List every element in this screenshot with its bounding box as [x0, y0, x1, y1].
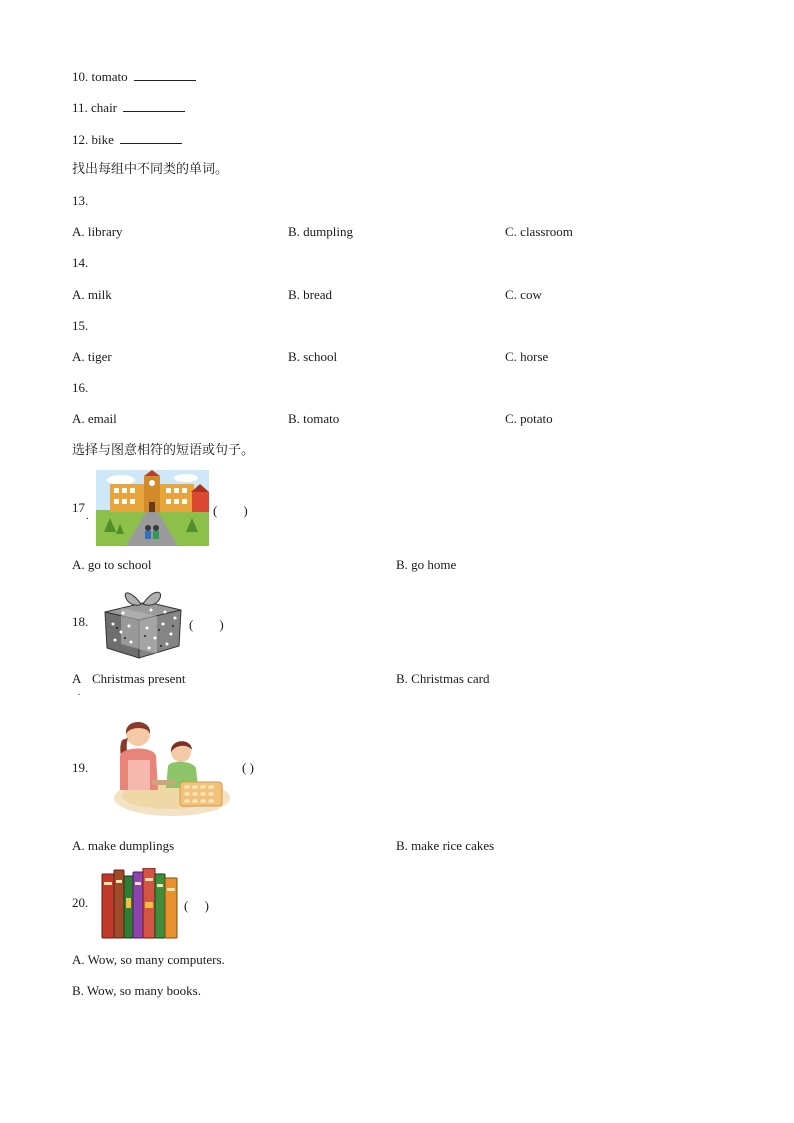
option-a[interactable]: A. email [72, 411, 117, 426]
books-icon [101, 868, 179, 940]
option-a[interactable]: A. Wow, so many computers. [72, 952, 225, 967]
answer-parentheses[interactable]: ( ) [213, 503, 248, 518]
option-c[interactable]: C. classroom [505, 224, 573, 239]
option-a[interactable]: A. milk [72, 287, 112, 302]
option-c[interactable]: C. horse [505, 349, 549, 364]
question-number: 11. [72, 100, 88, 115]
question-word: bike [91, 132, 114, 147]
option-a[interactable]: A. library [72, 224, 123, 239]
making-dumplings-icon [108, 716, 232, 818]
question-word: tomato [91, 69, 128, 84]
option-a[interactable]: A. tiger [72, 349, 112, 364]
question-number: 10. [72, 69, 89, 84]
gift-box-icon [101, 586, 185, 660]
option-b[interactable]: B. make rice cakes [396, 838, 495, 853]
question-number: 13. [72, 193, 89, 208]
option-a-text[interactable]: Christmas present [92, 671, 186, 686]
question-number: 19. [72, 760, 89, 775]
option-a-letter[interactable]: A [72, 671, 82, 686]
stray-dot: . [86, 510, 89, 522]
option-a[interactable]: A. make dumplings [72, 838, 175, 853]
answer-parentheses[interactable]: ( ) [189, 617, 224, 632]
question-number: 14. [72, 255, 89, 270]
option-b[interactable]: B. school [288, 349, 338, 364]
question-number: 18. [72, 614, 89, 629]
option-b[interactable]: B. go home [396, 557, 457, 572]
option-c[interactable]: C. potato [505, 411, 553, 426]
option-a[interactable]: A. go to school [72, 557, 152, 572]
section-instruction: 找出每组中不同类的单词。 [72, 162, 229, 177]
option-b[interactable]: B. dumpling [288, 224, 354, 239]
question-number: 17 [72, 500, 85, 515]
question-11 [72, 99, 185, 116]
section-instruction: 选择与图意相符的短语或句子。 [72, 443, 255, 458]
option-c[interactable]: C. cow [505, 287, 542, 302]
question-number: 20. [72, 895, 89, 910]
answer-blank[interactable] [120, 131, 182, 144]
option-b[interactable]: B. bread [288, 287, 333, 302]
school-building-icon [96, 470, 209, 546]
option-b[interactable]: B. Wow, so many books. [72, 983, 201, 998]
question-12 [72, 131, 182, 148]
question-number: 12. [72, 132, 89, 147]
question-number: 16. [72, 380, 89, 395]
answer-blank[interactable] [123, 99, 185, 112]
question-number: 15. [72, 318, 89, 333]
stray-dot: . [78, 687, 81, 697]
question-word: chair [91, 100, 118, 115]
answer-parentheses[interactable]: ( ) [242, 760, 254, 775]
question-10 [72, 68, 196, 85]
answer-blank[interactable] [134, 68, 196, 81]
answer-parentheses[interactable]: ( ) [184, 898, 209, 913]
option-b[interactable]: B. Christmas card [396, 671, 490, 686]
option-b[interactable]: B. tomato [288, 411, 340, 426]
